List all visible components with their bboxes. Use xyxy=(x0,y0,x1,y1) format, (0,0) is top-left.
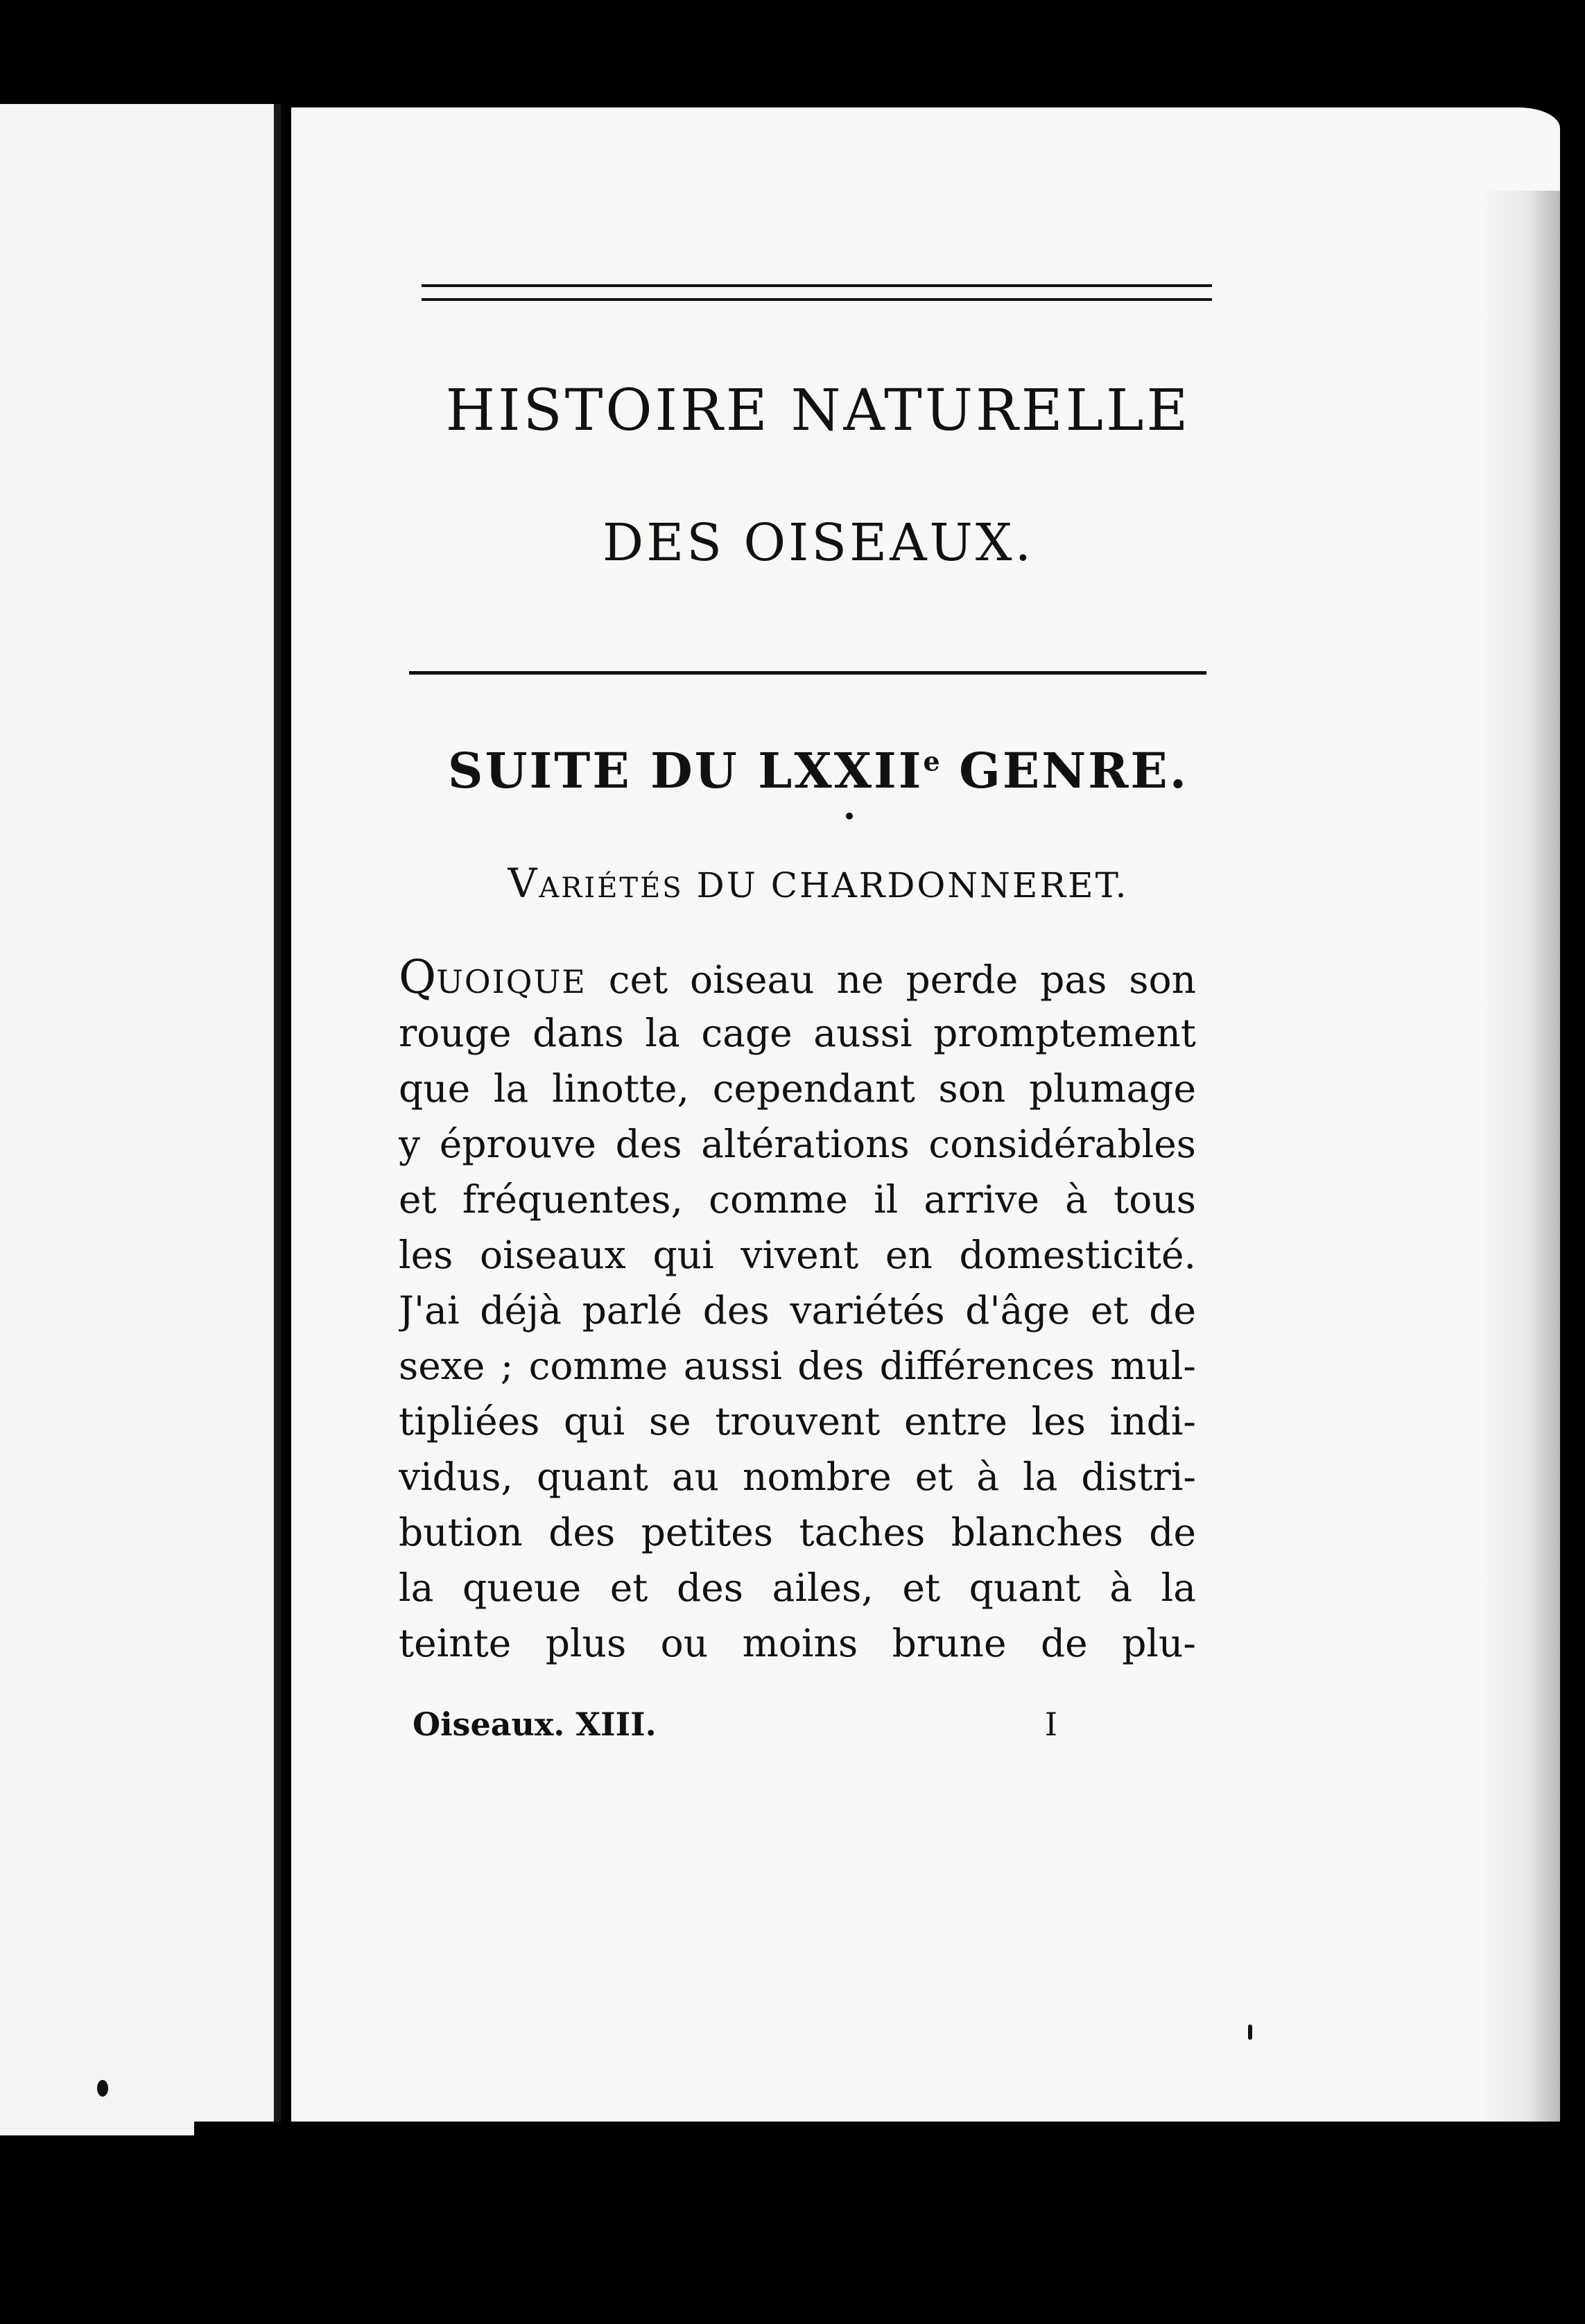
genre-heading xyxy=(416,742,1220,799)
body-line: bution des petites taches blanches de xyxy=(399,1510,1196,1554)
subtitle-cap: V xyxy=(508,860,539,907)
body-line: vidus, quant au nombre et à la distri- xyxy=(399,1455,1196,1499)
page-edge-shadow xyxy=(1477,191,1560,2201)
page-number: I xyxy=(1044,1706,1057,1743)
body-text xyxy=(399,950,1196,1671)
subtitle-smallcaps: ARIÉTÉS xyxy=(539,872,684,904)
genre-superscript: e xyxy=(923,745,940,777)
dropcap-smallcaps: UOIQUE xyxy=(436,963,587,1000)
body-line: teinte plus ou moins brune de plu- xyxy=(399,1621,1196,1665)
signature-mark: Oiseaux. XIII. xyxy=(413,1706,657,1743)
facing-page-strip xyxy=(0,104,281,2135)
page-title-line2: DES OISEAUX. xyxy=(602,513,1034,573)
title-rule xyxy=(409,671,1206,675)
body-line: rouge dans la cage aussi promptement xyxy=(399,1011,1196,1055)
body-line: la queue et des ailes, et quant à la xyxy=(399,1566,1196,1610)
body-line xyxy=(399,950,1196,1005)
body-line: les oiseaux qui vivent en domesticité. xyxy=(399,1233,1196,1277)
ink-speck xyxy=(846,813,853,820)
page-title-line1: HISTOIRE NATURELLE xyxy=(445,378,1191,444)
body-line: que la linotte, cependant son plumage xyxy=(399,1066,1196,1111)
genre-prefix: SUITE DU LXXII xyxy=(447,742,924,799)
ink-speck xyxy=(97,2080,108,2097)
genre-suffix: GENRE. xyxy=(939,742,1189,799)
subtitle-rest: DU CHARDONNERET. xyxy=(683,865,1129,905)
body-line: tipliées qui se trouvent entre les indi- xyxy=(399,1399,1196,1443)
body-line: J'ai déjà parlé des variétés d'âge et de xyxy=(399,1288,1196,1333)
top-double-rule xyxy=(422,284,1212,301)
ink-speck xyxy=(1248,2024,1252,2040)
page-footer xyxy=(413,1706,1057,1743)
body-line: y éprouve des altérations considérables xyxy=(399,1122,1196,1166)
subtitle xyxy=(416,860,1220,907)
body-line: sexe ; comme aussi des différences mul- xyxy=(399,1344,1196,1388)
scan-bottom-shadow xyxy=(194,2122,1581,2260)
body-line: et fréquentes, comme il arrive à tous xyxy=(399,1177,1196,1222)
dropcap-letter: Q xyxy=(399,951,437,1004)
body-line-text: cet oiseau ne perde pas son xyxy=(586,957,1196,1002)
